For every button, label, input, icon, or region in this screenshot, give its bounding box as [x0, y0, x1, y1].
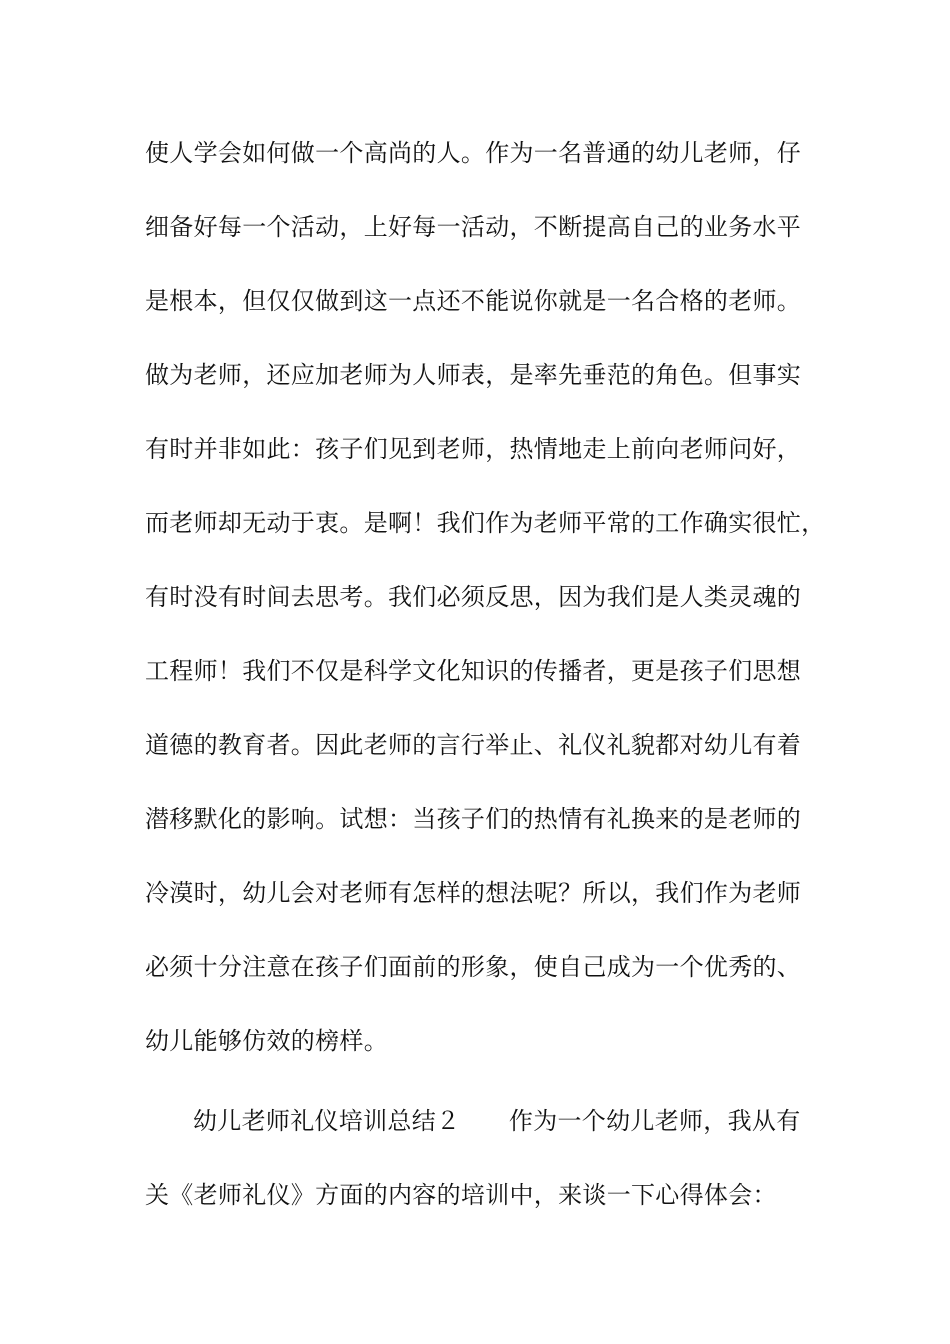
- body-text-line: 幼儿能够仿效的榜样。: [145, 1027, 388, 1055]
- body-text-line: 关《老师礼仪》方面的内容的培训中，来谈一下心得体会：: [145, 1181, 777, 1209]
- body-text-line: 潜移默化的影响。试想：当孩子们的热情有礼换来的是老师的: [145, 805, 802, 833]
- body-text-line: 使人学会如何做一个高尚的人。作为一名普通的幼儿老师，仔: [145, 139, 802, 167]
- body-text-line: 是根本，但仅仅做到这一点还不能说你就是一名合格的老师。: [145, 287, 802, 315]
- body-text-line: 冷漠时，幼儿会对老师有怎样的想法呢？所以，我们作为老师: [145, 879, 802, 907]
- section-heading-line: 幼儿老师礼仪培训总结２ 作为一个幼儿老师，我从有: [193, 1107, 801, 1135]
- body-text-line: 而老师却无动于衷。是啊！我们作为老师平常的工作确实很忙，: [145, 509, 826, 537]
- body-text-line: 必须十分注意在孩子们面前的形象，使自己成为一个优秀的、: [145, 953, 802, 981]
- body-text-line: 做为老师，还应加老师为人师表，是率先垂范的角色。但事实: [145, 361, 802, 389]
- body-text-line: 细备好每一个活动，上好每一活动，不断提高自己的业务水平: [145, 213, 802, 241]
- body-text-line: 道德的教育者。因此老师的言行举止、礼仪礼貌都对幼儿有着: [145, 731, 802, 759]
- body-text-line: 工程师！我们不仅是科学文化知识的传播者，更是孩子们思想: [145, 657, 802, 685]
- body-text-line: 有时并非如此：孩子们见到老师，热情地走上前向老师问好，: [145, 435, 802, 463]
- body-text-line: 有时没有时间去思考。我们必须反思，因为我们是人类灵魂的: [145, 583, 802, 611]
